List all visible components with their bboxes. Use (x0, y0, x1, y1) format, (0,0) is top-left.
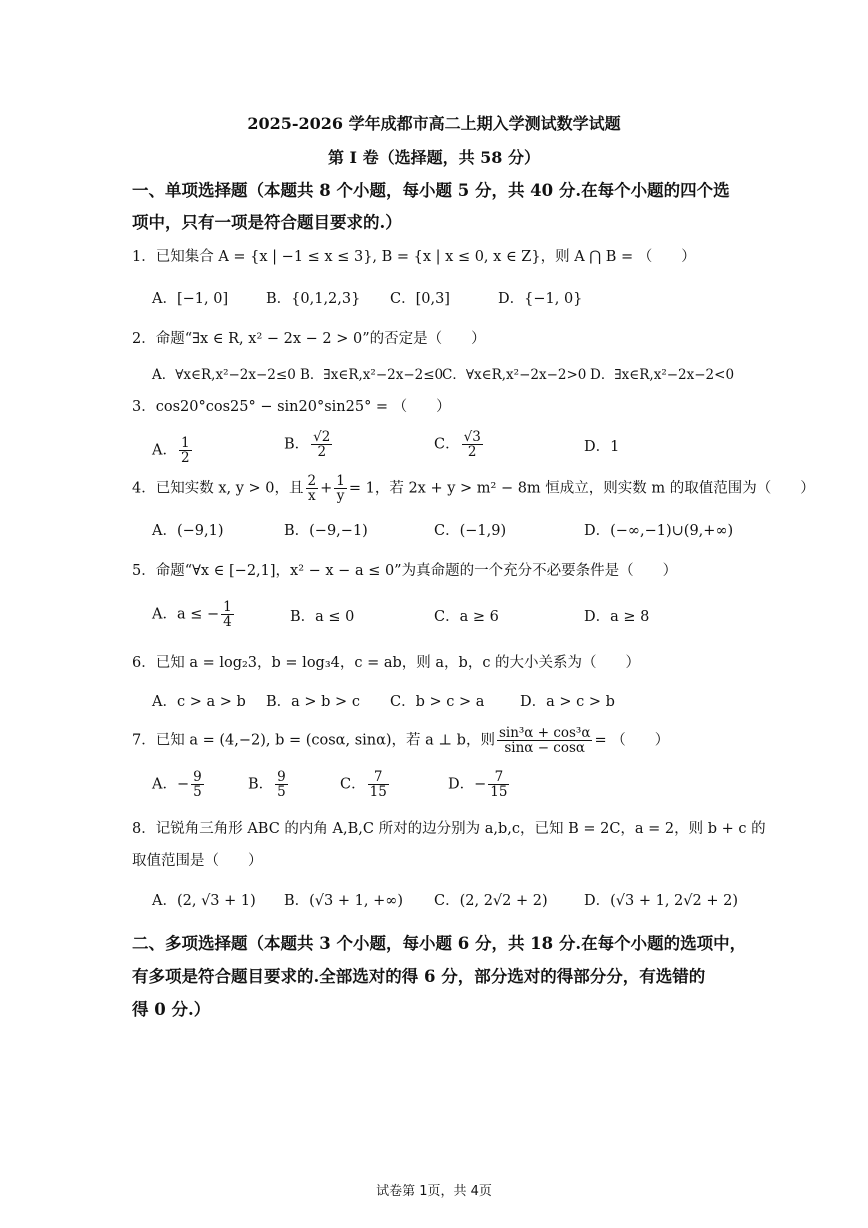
q4-fraction-1-y: $\frac{1}{y}$ (336, 473, 345, 505)
q8-option-d: D．(√3 + 1, 2√2 + 2) (584, 893, 738, 909)
q7-stem-fraction: $\frac{\text{sin³α + cos³α}}{\sin\alpha - \cos\alpha}$ (498, 725, 591, 757)
q5-option-c: C．a ≥ 6 (434, 609, 499, 625)
q4-option-d: D．(−∞,−1)∪(9,+∞) (584, 523, 734, 539)
q1-option-b: B．{0,1,2,3} (266, 291, 361, 307)
question-8-stem-line2: 取值范围是（ ） (132, 853, 263, 869)
volume-heading: 第 I 卷（选择题，共 58 分） (327, 148, 541, 167)
q6-option-b: B．a > b > c (266, 694, 360, 710)
q8-option-b: B．(√3 + 1, +∞) (284, 893, 403, 909)
section1-heading-line1: 一、单项选择题（本题共 8 个小题，每小题 5 分，共 40 分.在每个小题的四个选 (132, 181, 730, 200)
q3-c-fraction: $\frac{√3}{2}$ (463, 429, 481, 461)
q7-option-c: C． $\frac{7}{15}$ (340, 769, 387, 801)
q2-option-a: A．∀x∈R,x²−2x−2≤0 (152, 367, 296, 383)
q2-option-d: D．∃x∈R,x²−2x−2<0 (590, 367, 735, 383)
q4-fraction-2-x: $\frac{2}{x}$ (307, 473, 317, 505)
question-4-stem: 4．已知实数 x, y > 0，且 $\frac{2}{x}$ + $\frac{1}{y}$ = 1，若 2x + y > m² − 8m 恒成立，则实数 m 的取值范围为（ ） (132, 473, 815, 505)
q3-option-a: A． $\frac{1}{2}$ (152, 435, 190, 467)
q8-option-c: C．(2, 2√2 + 2) (434, 893, 548, 909)
q7-a-fraction: $\frac{9}{5}$ (193, 769, 202, 801)
q3-a-fraction: $\frac{1}{2}$ (180, 435, 190, 467)
section2-heading-line2: 有多项是符合题目要求的.全部选对的得 6 分，部分选对的得部分分，有选错的 (132, 967, 706, 986)
q1-option-d: D．{−1, 0} (498, 291, 583, 307)
section1-heading-line2: 项中，只有一项是符合题目要求的.） (132, 213, 402, 232)
question-5-stem: 5．命题“∀x ∈ [−2,1]，x² − x − a ≤ 0”为真命题的一个充分不必要条件是（ ） (132, 563, 678, 579)
q5-option-d: D．a ≥ 8 (584, 609, 650, 625)
page-footer: 试卷第 1页，共 4页 (376, 1184, 492, 1199)
q3-option-d: D．1 (584, 439, 620, 455)
question-3-stem: 3．cos20°cos25° − sin20°sin25° = （ ） (132, 399, 451, 415)
q1-option-c: C．[0,3] (390, 291, 450, 307)
question-1-stem: 1．已知集合 A = {x | −1 ≤ x ≤ 3}, B = {x | x ≤ 0, x ∈ Z}，则 A ⋂ B = （ ） (132, 249, 696, 265)
q2-option-b: B．∃x∈R,x²−2x−2≤0 (300, 367, 444, 383)
q7-c-fraction: $\frac{7}{15}$ (369, 769, 387, 801)
q5-a-fraction: $\frac{1}{4}$ (223, 599, 232, 631)
q4-option-c: C．(−1,9) (434, 523, 507, 539)
q5-option-a: A．a ≤ − $\frac{1}{4}$ (152, 599, 232, 631)
q7-option-a: A．− $\frac{9}{5}$ (152, 769, 202, 801)
q7-option-b: B． $\frac{9}{5}$ (248, 769, 286, 801)
q3-option-b: B． $\frac{√2}{2}$ (284, 429, 331, 461)
q3-b-fraction: $\frac{√2}{2}$ (313, 429, 331, 461)
q1-option-a: A．[−1, 0] (152, 291, 229, 307)
q5-option-b: B．a ≤ 0 (290, 609, 355, 625)
question-6-stem: 6．已知 a = log₂3，b = log₃4，c = ab，则 a，b，c 的大小关系为（ ） (132, 655, 641, 671)
q2-option-c: C．∀x∈R,x²−2x−2>0 (442, 367, 587, 383)
q8-option-a: A．(2, √3 + 1) (152, 893, 256, 909)
q6-option-c: C．b > c > a (390, 694, 485, 710)
section2-heading-line3: 得 0 分.） (132, 1000, 211, 1019)
q4-option-b: B．(−9,−1) (284, 523, 368, 539)
question-7-stem: 7．已知 a = (4,−2), b = (cosα, sinα)，若 a ⊥ b，则 $\frac{\text{sin³α + cos³α}}{\sin\alpha - \cos\alpha}$ = （ ） (132, 725, 670, 757)
question-2-stem: 2．命题“∃x ∈ R, x² − 2x − 2 > 0”的否定是（ ） (132, 331, 486, 347)
exam-title: 2025-2026 学年成都市高二上期入学测试数学试题 (247, 114, 621, 133)
q4-option-a: A．(−9,1) (152, 523, 224, 539)
q7-option-d: D．− $\frac{7}{15}$ (448, 769, 508, 801)
q7-d-fraction: $\frac{7}{15}$ (490, 769, 508, 801)
question-8-stem-line1: 8．记锐角三角形 ABC 的内角 A,B,C 所对的边分别为 a,b,c，已知 B = 2C，a = 2，则 b + c 的 (132, 821, 766, 837)
q6-option-a: A．c > a > b (152, 694, 246, 710)
q3-option-c: C． $\frac{√3}{2}$ (434, 429, 481, 461)
section2-heading-line1: 二、多项选择题（本题共 3 个小题，每小题 6 分，共 18 分.在每个小题的选项中， (132, 934, 747, 953)
q6-option-d: D．a > c > b (520, 694, 615, 710)
q7-b-fraction: $\frac{9}{5}$ (277, 769, 286, 801)
